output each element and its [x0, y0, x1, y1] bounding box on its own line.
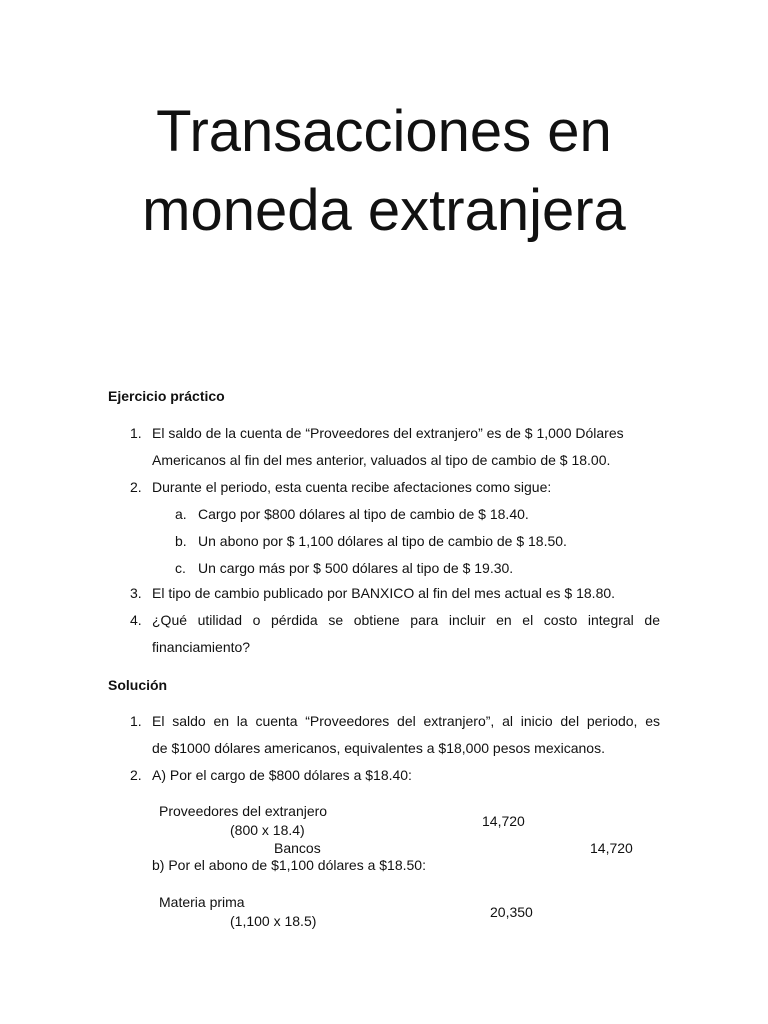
entry-1-calc: (800 x 18.4): [230, 822, 305, 838]
entry-2-label: b) Por el abono de $1,100 dólares a $18.50:: [152, 857, 426, 873]
entry-1-credit-account: Bancos: [274, 840, 321, 856]
exercise-item-1-line-2: Americanos al fin del mes anterior, valuados al tipo de cambio de $ 18.00.: [152, 452, 611, 468]
entry-2-calc: (1,100 x 18.5): [230, 913, 317, 929]
entry-1-account: Proveedores del extranjero: [159, 803, 328, 819]
exercise-subitem-c-letter: c.: [175, 560, 186, 576]
exercise-item-3-line-1: El tipo de cambio publicado por BANXICO al fin del mes actual es $ 18.80.: [152, 585, 616, 601]
exercise-subitem-b-letter: b.: [175, 533, 187, 549]
entry-1-credit: 14,720: [590, 840, 633, 856]
entry-2-debit: 20,350: [490, 904, 533, 920]
title-line-1: Transacciones en: [156, 99, 612, 164]
exercise-item-3-number: 3.: [130, 585, 142, 601]
exercise-item-2-line-1: Durante el periodo, esta cuenta recibe afectaciones como sigue:: [152, 479, 552, 495]
solution-item-2-line-1: A) Por el cargo de $800 dólares a $18.40:: [152, 767, 412, 783]
document-title: [0, 92, 768, 250]
solution-item-1-number: 1.: [130, 713, 142, 729]
exercise-item-1-line-1: El saldo de la cuenta de “Proveedores del extranjero” es de $ 1,000 Dólares: [152, 425, 624, 441]
solution-item-1-line-2: de $1000 dólares americanos, equivalentes a $18,000 pesos mexicanos.: [152, 740, 605, 756]
exercise-item-4-number: 4.: [130, 612, 142, 628]
entry-2-account: Materia prima: [159, 894, 245, 910]
exercise-heading: Ejercicio práctico: [108, 388, 225, 404]
exercise-item-4-line-2: financiamiento?: [152, 639, 251, 655]
exercise-item-4-line-1: ¿Qué utilidad o pérdida se obtiene para incluir en el costo integral de: [152, 612, 660, 628]
solution-item-1-line-1: El saldo en la cuenta “Proveedores del extranjero”, al inicio del periodo, es: [152, 713, 660, 729]
exercise-subitem-a-letter: a.: [175, 506, 187, 522]
solution-item-2-number: 2.: [130, 767, 142, 783]
entry-1-debit: 14,720: [482, 813, 525, 829]
exercise-item-2-number: 2.: [130, 479, 142, 495]
exercise-subitem-c-text: Un cargo más por $ 500 dólares al tipo de $ 19.30.: [198, 560, 514, 576]
exercise-subitem-b-text: Un abono por $ 1,100 dólares al tipo de cambio de $ 18.50.: [198, 533, 567, 549]
exercise-subitem-a-text: Cargo por $800 dólares al tipo de cambio de $ 18.40.: [198, 506, 529, 522]
exercise-item-1-number: 1.: [130, 425, 142, 441]
title-line-2: moneda extranjera: [142, 178, 626, 243]
solution-heading: Solución: [108, 677, 168, 693]
